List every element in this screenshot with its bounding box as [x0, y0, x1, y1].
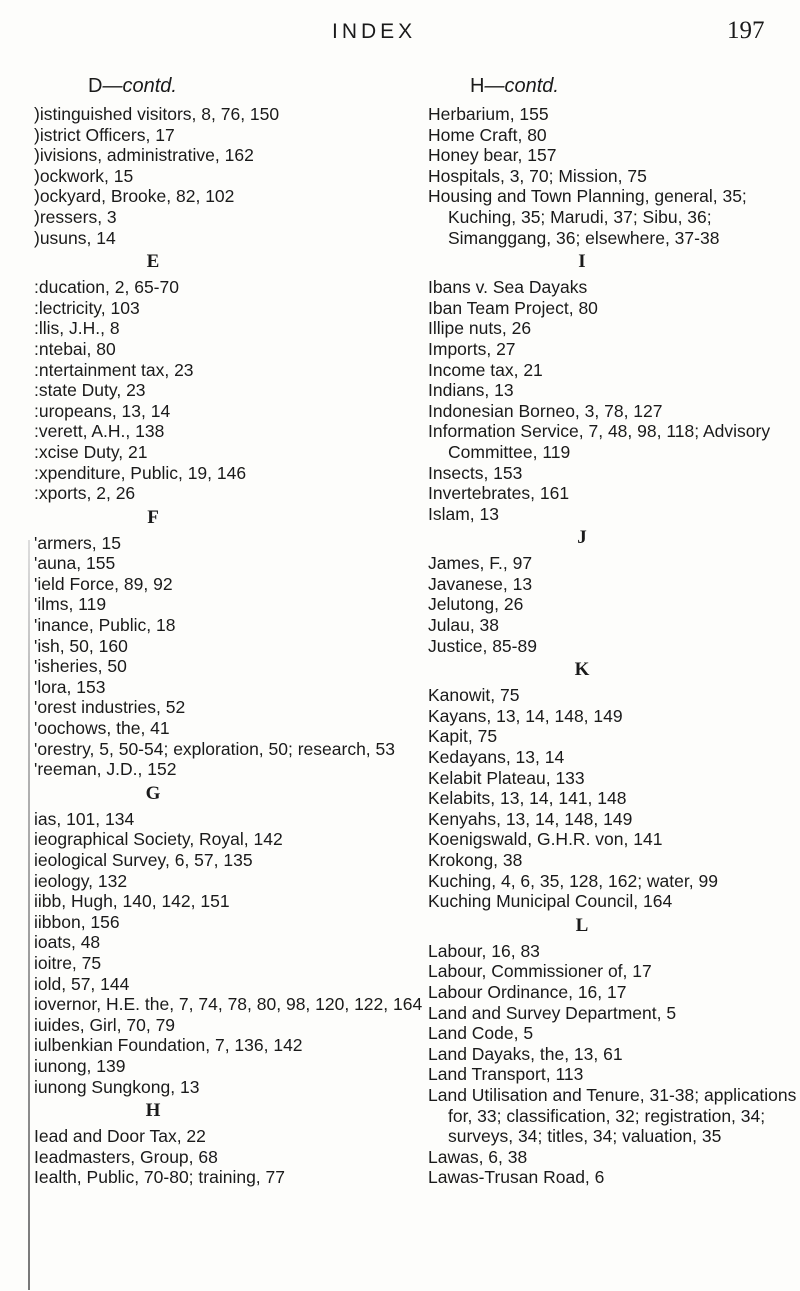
- index-entry: Iead and Door Tax, 22: [34, 1126, 206, 1147]
- index-entry: ioitre, 75: [34, 952, 102, 973]
- index-groups: [428, 104, 800, 1188]
- index-entry: Imports, 27: [428, 338, 516, 359]
- index-entry: )ivisions, administrative, 162: [34, 145, 254, 166]
- index-entry: iulbenkian Foundation, 7, 136, 142: [34, 1035, 303, 1056]
- index-entry: :uropeans, 13, 14: [34, 400, 171, 421]
- left-column: [34, 75, 424, 1188]
- index-entry: Labour, 16, 83: [428, 940, 540, 961]
- index-entry: Labour, Commissioner of, 17: [428, 961, 652, 982]
- index-entry: Kenyahs, 13, 14, 148, 149: [428, 808, 633, 829]
- index-entry: Lawas, 6, 38: [428, 1146, 528, 1167]
- index-entry: 'orestry, 5, 50-54; exploration, 50; research, 53: [34, 738, 395, 759]
- index-entry: Kuching Municipal Council, 164: [428, 891, 673, 912]
- index-entry: :lectricity, 103: [34, 297, 140, 318]
- index-entry: :state Duty, 23: [34, 380, 146, 401]
- index-entry: )istrict Officers, 17: [34, 124, 175, 145]
- section-letter: H: [145, 1100, 161, 1122]
- continued-heading: H—contd.: [470, 75, 559, 97]
- binding-gutter-shadow: [28, 540, 30, 1290]
- index-entry: Labour Ordinance, 16, 17: [428, 981, 627, 1002]
- section-letter: L: [575, 914, 589, 936]
- index-groups: [34, 104, 424, 1188]
- index-entry: Islam, 13: [428, 503, 499, 524]
- index-entry: iunong Sungkong, 13: [34, 1076, 200, 1097]
- index-entry: Land Transport, 113: [428, 1064, 584, 1085]
- index-entry: Iban Team Project, 80: [428, 297, 598, 318]
- index-entry: Koenigswald, G.H.R. von, 141: [428, 829, 663, 850]
- index-entry: Kelabits, 13, 14, 141, 148: [428, 788, 627, 809]
- page-number: 197: [727, 17, 765, 44]
- index-entry: )ockyard, Brooke, 82, 102: [34, 186, 235, 207]
- index-entry: iuides, Girl, 70, 79: [34, 1014, 176, 1035]
- index-entry: Julau, 38: [428, 615, 500, 636]
- index-entry: Lawas-Trusan Road, 6: [428, 1167, 605, 1188]
- index-entry: ieographical Society, Royal, 142: [34, 829, 283, 850]
- index-entry: Kapit, 75: [428, 726, 498, 747]
- index-entry: 'oochows, the, 41: [34, 718, 170, 739]
- index-entry: Insects, 153: [428, 462, 523, 483]
- index-entry: Land Utilisation and Tenure, 31-38; applications for, 33; classification, 32; registration, 34; surveys, 34; titles, 34; valuation, 35: [428, 1084, 797, 1147]
- index-entry: 'reeman, J.D., 152: [34, 759, 177, 780]
- index-entry: Herbarium, 155: [428, 104, 549, 124]
- index-entry: Hospitals, 3, 70; Mission, 75: [428, 165, 647, 186]
- index-entry: Illipe nuts, 26: [428, 318, 532, 339]
- index-entry: Kayans, 13, 14, 148, 149: [428, 705, 623, 726]
- index-entry: 'ish, 50, 160: [34, 635, 128, 656]
- index-entry: Invertebrates, 161: [428, 483, 570, 504]
- index-entry: )istinguished visitors, 8, 76, 150: [34, 104, 280, 124]
- index-entry: Ieadmasters, Group, 68: [34, 1146, 218, 1167]
- index-entry: 'ilms, 119: [34, 594, 107, 615]
- index-entry: Kelabit Plateau, 133: [428, 767, 585, 788]
- right-column: [428, 75, 800, 1188]
- section-letter: I: [578, 251, 586, 273]
- index-entry: Housing and Town Planning, general, 35; Kuching, 35; Marudi, 37; Sibu, 36; Simanggang, 36; elsewhere, 37-38: [428, 186, 747, 248]
- index-entry: :xpenditure, Public, 19, 146: [34, 462, 247, 483]
- index-entry: Ibans v. Sea Dayaks: [428, 277, 588, 298]
- index-entry: Information Service, 7, 48, 98, 118; Advisory Committee, 119: [428, 421, 771, 462]
- index-entry: Indians, 13: [428, 380, 514, 401]
- index-entry: 'inance, Public, 18: [34, 615, 176, 636]
- index-entry: ieological Survey, 6, 57, 135: [34, 850, 253, 870]
- index-entry: )ressers, 3: [34, 206, 117, 227]
- index-entry: :xports, 2, 26: [34, 483, 136, 504]
- running-head-title: INDEX: [332, 20, 417, 43]
- index-entry: James, F., 97: [428, 553, 533, 574]
- index-entry: iibb, Hugh, 140, 142, 151: [34, 891, 230, 912]
- section-letter: G: [145, 782, 161, 804]
- index-entry: Justice, 85-89: [428, 635, 537, 656]
- index-entry: iold, 57, 144: [34, 973, 130, 994]
- index-entry: Honey bear, 157: [428, 145, 557, 166]
- index-entry: :verett, A.H., 138: [34, 421, 165, 442]
- section-letter: F: [147, 506, 159, 528]
- index-entry: :ntertainment tax, 23: [34, 359, 194, 380]
- index-entry: :ntebai, 80: [34, 338, 116, 359]
- index-entry: Jelutong, 26: [428, 594, 524, 615]
- index-entry: Income tax, 21: [428, 359, 543, 380]
- index-entry: Krokong, 38: [428, 850, 523, 870]
- index-entry: 'isheries, 50: [34, 656, 127, 677]
- index-entry: iibbon, 156: [34, 911, 120, 932]
- continued-heading: D—contd.: [88, 75, 177, 97]
- index-entry: :ducation, 2, 65-70: [34, 277, 179, 298]
- index-entry: Javanese, 13: [428, 573, 533, 594]
- index-entry: ias, 101, 134: [34, 808, 135, 829]
- index-entry: Land and Survey Department, 5: [428, 1002, 677, 1023]
- index-entry: 'orest industries, 52: [34, 697, 186, 718]
- index-entry: :xcise Duty, 21: [34, 441, 148, 462]
- index-entry: )usuns, 14: [34, 227, 116, 248]
- index-entry: 'armers, 15: [34, 532, 121, 553]
- index-entry: Land Code, 5: [428, 1023, 534, 1044]
- index-entry: ioats, 48: [34, 932, 101, 953]
- index-entry: iunong, 139: [34, 1055, 126, 1076]
- section-letter: K: [574, 659, 590, 681]
- index-entry: 'auna, 155: [34, 553, 116, 574]
- section-letter: E: [146, 251, 160, 273]
- index-entry: iovernor, H.E. the, 7, 74, 78, 80, 98, 120, 122, 164: [34, 994, 423, 1015]
- index-entry: Land Dayaks, the, 13, 61: [428, 1043, 623, 1064]
- index-entry: Iealth, Public, 70-80; training, 77: [34, 1167, 285, 1188]
- index-entry: Kedayans, 13, 14: [428, 747, 565, 768]
- index-entry: )ockwork, 15: [34, 165, 134, 186]
- index-entry: ieology, 132: [34, 870, 128, 891]
- index-entry: 'ield Force, 89, 92: [34, 573, 173, 594]
- index-entry: 'lora, 153: [34, 676, 106, 697]
- index-entry: :llis, J.H., 8: [34, 318, 120, 339]
- section-letter: J: [577, 527, 587, 549]
- index-entry: Home Craft, 80: [428, 124, 547, 145]
- index-entry: Kuching, 4, 6, 35, 128, 162; water, 99: [428, 870, 718, 891]
- index-entry: Indonesian Borneo, 3, 78, 127: [428, 400, 663, 421]
- index-entry: Kanowit, 75: [428, 685, 520, 706]
